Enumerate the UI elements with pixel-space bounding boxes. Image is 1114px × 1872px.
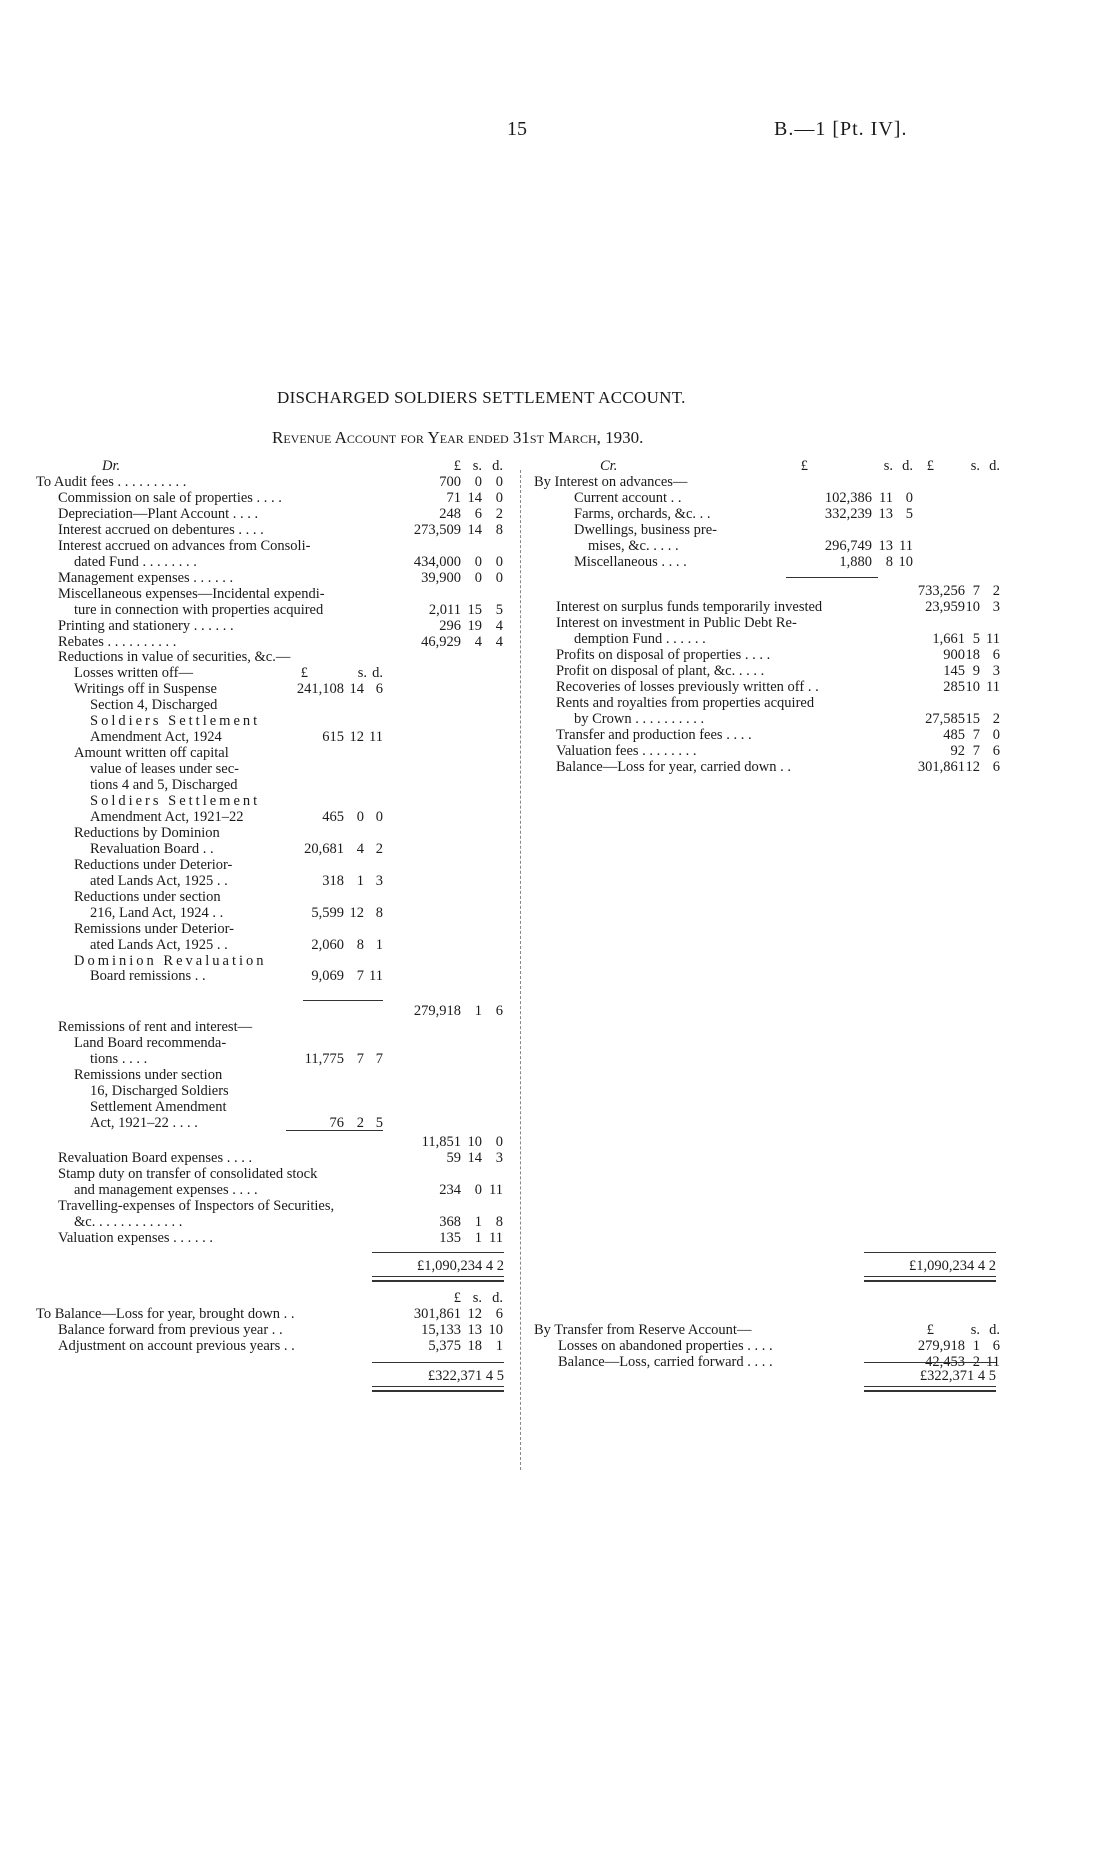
cr-interest-line: Farms, orchards, &c. . . <box>574 505 711 522</box>
cr-bottom-title: By Transfer from Reserve Account— <box>534 1322 752 1338</box>
dr-loss-line: Section 4, Discharged <box>90 697 218 714</box>
dr-loss-line: Reductions by Dominion <box>74 824 220 841</box>
dr-bottom-line: Adjustment on account previous years . . <box>58 1337 295 1354</box>
dr-line-shillings: 0 <box>474 553 482 570</box>
dr-line-pence: 0 <box>495 474 503 490</box>
cr-line: demption Fund . . . . . . <box>574 630 706 647</box>
dr-loss-line: tions 4 and 5, Discharged <box>90 777 238 794</box>
dr-loss-line-pounds: 465 <box>322 808 344 825</box>
dr-line-pence: 0 <box>495 569 503 586</box>
cr-head-pence: d. <box>902 458 913 474</box>
dr-line-shillings: 0 <box>474 474 482 490</box>
cr-interest-line-pence: 11 <box>899 537 913 554</box>
dr-remission-line-pounds: 76 <box>329 1114 344 1131</box>
dr-loss-line: 216, Land Act, 1924 . . <box>90 904 224 921</box>
cr-line: Transfer and production fees . . . . <box>556 726 752 743</box>
dr-bottom-line-pounds: 15,133 <box>421 1321 461 1338</box>
dr-tail-line-shillings: 0 <box>474 1181 482 1198</box>
dr-line-pounds: 273,509 <box>413 521 461 538</box>
dr-loss-line: Board remissions . . <box>90 968 206 985</box>
dr-loss-line-shillings: 4 <box>356 840 364 857</box>
account-title: DISCHARGED SOLDIERS SETTLEMENT ACCOUNT. <box>277 388 686 407</box>
dr-loss-line-pounds: 318 <box>322 872 344 889</box>
dr-bottom-line-shillings: 18 <box>467 1337 482 1354</box>
cr-head-shillings: s. <box>883 458 893 474</box>
cr-interest-line-shillings: 11 <box>879 489 893 506</box>
dr-loss-line: Reductions under Deterior- <box>74 856 233 873</box>
cr-interest-total-pence: 2 <box>992 583 1000 599</box>
dr-tail-line: Valuation expenses . . . . . . <box>58 1229 214 1246</box>
dr-loss-line: Dominion Revaluation <box>74 952 267 969</box>
dr-remission-line: Land Board recommenda- <box>74 1034 227 1051</box>
dr-losses-total-pounds: 279,918 <box>413 1003 461 1019</box>
dr-bottom-line: To Balance—Loss for year, brought down . . <box>36 1306 295 1322</box>
dr-line-pounds: 700 <box>439 474 461 490</box>
dr-remission-line: Settlement Amendment <box>90 1098 227 1115</box>
dr-line-pounds: 296 <box>439 617 461 634</box>
dr-loss-line-shillings: 12 <box>349 904 364 921</box>
dr-loss-line-shillings: 8 <box>356 936 364 953</box>
cr-line-pounds: 1,661 <box>932 630 965 647</box>
dr-total-rule-bottom <box>372 1276 504 1282</box>
dr-line-pence: 8 <box>495 521 503 538</box>
cr-line-pounds: 145 <box>943 662 965 679</box>
dr-line-shillings: 14 <box>467 521 482 538</box>
dr-line-pence: 0 <box>495 489 503 506</box>
dr-tail-line-pence: 11 <box>489 1181 503 1198</box>
cr-line-pounds: 92 <box>950 742 965 759</box>
account-subtitle: Revenue Account for Year ended 31st March, 1930. <box>272 428 644 447</box>
dr-remission-line-shillings: 2 <box>356 1114 364 1131</box>
cr-line-shillings: 15 <box>965 710 980 727</box>
cr-line-pence: 6 <box>992 758 1000 775</box>
dr-bottom-line-shillings: 13 <box>467 1321 482 1338</box>
dr-line-pounds: 71 <box>446 489 461 506</box>
dr-losses-total-shillings: 1 <box>474 1003 482 1019</box>
dr-loss-line: Soldiers Settlement <box>90 793 261 809</box>
dr-bottom-line: Balance forward from previous year . . <box>58 1321 283 1338</box>
cr-interest-line: mises, &c. . . . . <box>588 537 679 554</box>
cr-label: Cr. <box>600 458 618 474</box>
dr-line-pence: 0 <box>495 553 503 570</box>
dr-remission-line-pounds: 11,775 <box>304 1050 344 1067</box>
dr-bottom-line-pounds: 5,375 <box>428 1337 461 1354</box>
dr-loss-line-pence: 0 <box>375 808 383 825</box>
dr-bottom-total: £322,371 4 5 <box>427 1368 504 1384</box>
dr-head-shillings: s. <box>472 458 482 474</box>
cr-line: Valuation fees . . . . . . . . <box>556 742 697 759</box>
dr-bottom-head-pence: d. <box>492 1290 503 1306</box>
dr-remission-line: tions . . . . <box>90 1050 148 1067</box>
cr-line-pounds: 485 <box>943 726 965 743</box>
dr-tail-line-pounds: 135 <box>439 1229 461 1246</box>
cr-interest-line-pounds: 332,239 <box>824 505 872 522</box>
cr-line-shillings: 12 <box>965 758 980 775</box>
cr-bottom-line-pence: 6 <box>992 1338 1000 1354</box>
dr-line-pence: 4 <box>495 617 503 634</box>
cr-line-pounds: 900 <box>943 646 965 663</box>
cr-bottom-rule-top <box>864 1362 996 1363</box>
cr-line-shillings: 10 <box>965 678 980 695</box>
dr-remission-line: Remissions under section <box>74 1066 223 1083</box>
cr-line-pounds: 27,585 <box>925 710 965 727</box>
dr-line: Rebates . . . . . . . . . . <box>58 633 177 650</box>
dr-loss-line-pence: 11 <box>369 968 383 985</box>
dr-line-pounds: 46,929 <box>421 633 461 650</box>
cr-line: Balance—Loss for year, carried down . . <box>556 758 791 775</box>
dr-loss-line: Amount written off capital <box>74 745 229 762</box>
dr-loss-line-pounds: 2,060 <box>311 936 344 953</box>
dr-line-pence: 4 <box>495 633 503 650</box>
dr-losses-total-pence: 6 <box>495 1003 503 1019</box>
dr-sub-head-pounds: £ <box>300 665 308 682</box>
cr-bottom-line-pounds: 279,918 <box>917 1338 965 1354</box>
cr-line-pounds: 285 <box>943 678 965 695</box>
dr-loss-line: ated Lands Act, 1925 . . <box>90 936 228 953</box>
cr-line-pence: 0 <box>992 726 1000 743</box>
cr-line-shillings: 10 <box>965 599 980 615</box>
dr-line-shillings: 19 <box>467 617 482 634</box>
cr-head2-pence: d. <box>989 458 1000 474</box>
dr-remissions-total-pence: 0 <box>495 1134 503 1150</box>
cr-line-pounds: 23,959 <box>925 599 965 615</box>
dr-loss-line-pence: 2 <box>375 840 383 857</box>
dr-line: Miscellaneous expenses—Incidental expendi- <box>58 585 325 602</box>
dr-loss-line: Remissions under Deterior- <box>74 920 234 937</box>
dr-loss-line-pounds: 20,681 <box>304 840 344 857</box>
cr-interest-line-pence: 5 <box>905 505 913 522</box>
cr-line-shillings: 18 <box>965 646 980 663</box>
dr-loss-line: Reductions under section <box>74 888 221 905</box>
dr-bottom-line-pounds: 301,861 <box>413 1306 461 1322</box>
cr-bottom-line: Balance—Loss, carried forward . . . . <box>558 1353 773 1370</box>
dr-line-shillings: 14 <box>467 489 482 506</box>
page-number: 15 <box>507 118 527 140</box>
cr-head2-pounds: £ <box>926 458 934 474</box>
dr-tail-line: and management expenses . . . . <box>74 1181 258 1198</box>
dr-tail-line: Stamp duty on transfer of consolidated stock <box>58 1165 318 1182</box>
dr-sub-head-shillings: s. <box>357 665 367 682</box>
dr-line-pounds: 248 <box>439 505 461 522</box>
dr-remission-line-shillings: 7 <box>356 1050 364 1067</box>
cr-interest-line-shillings: 13 <box>878 537 893 554</box>
dr-tail-line: &c. . . . . . . . . . . . . <box>74 1213 183 1230</box>
dr-tail-line-shillings: 14 <box>467 1150 482 1166</box>
cr-line-pence: 3 <box>992 662 1000 679</box>
cr-line-shillings: 7 <box>972 726 980 743</box>
dr-loss-line-shillings: 14 <box>349 681 364 698</box>
dr-tail-line-shillings: 1 <box>474 1229 482 1246</box>
dr-bottom-line-pence: 6 <box>495 1306 503 1322</box>
cr-interest-line-shillings: 8 <box>885 553 893 570</box>
dr-tail-line-shillings: 1 <box>474 1213 482 1230</box>
dr-tail-line-pence: 8 <box>495 1213 503 1230</box>
dr-loss-line-pounds: 9,069 <box>311 968 344 985</box>
dr-line: Reductions in value of securities, &c.— <box>58 649 291 666</box>
dr-bottom-head-pounds: £ <box>453 1290 461 1306</box>
cr-bottom-head-pence: d. <box>989 1322 1000 1338</box>
dr-line: To Audit fees . . . . . . . . . . <box>36 474 187 490</box>
cr-line-shillings: 5 <box>972 630 980 647</box>
dr-tail-line-pence: 11 <box>489 1229 503 1246</box>
dr-loss-line-pounds: 615 <box>322 729 344 746</box>
dr-loss-line-shillings: 1 <box>356 872 364 889</box>
dr-remissions-total-shillings: 10 <box>467 1134 482 1150</box>
dr-tail-line: Travelling-expenses of Inspectors of Securities, <box>58 1197 335 1214</box>
dr-line-shillings: 6 <box>474 505 482 522</box>
column-divider <box>520 470 521 1470</box>
dr-tail-line-pounds: 368 <box>439 1213 461 1230</box>
cr-bottom-line-shillings: 2 <box>972 1353 980 1370</box>
dr-line: Interest accrued on debentures . . . . <box>58 521 264 538</box>
cr-bottom-line-pence: 11 <box>986 1353 1000 1370</box>
dr-line: Interest accrued on advances from Consoli- <box>58 537 311 554</box>
dr-loss-line-shillings: 12 <box>349 729 364 746</box>
dr-loss-line-pounds: 241,108 <box>296 681 344 698</box>
dr-bottom-rule-top <box>372 1362 504 1363</box>
dr-total-rule-top <box>372 1252 504 1253</box>
cr-line: Profit on disposal of plant, &c. . . . . <box>556 662 765 679</box>
cr-bottom-rule-bottom <box>864 1386 996 1392</box>
cr-interest-line: Miscellaneous . . . . <box>574 553 687 570</box>
cr-line-shillings: 7 <box>972 742 980 759</box>
dr-loss-line-pounds: 5,599 <box>311 904 344 921</box>
dr-loss-line-pence: 11 <box>369 729 383 746</box>
cr-line: Rents and royalties from properties acquired <box>556 694 815 711</box>
dr-remission-line: 16, Discharged Soldiers <box>90 1082 229 1099</box>
cr-interest-line-pounds: 1,880 <box>839 553 872 570</box>
dr-bottom-line-pence: 1 <box>495 1337 503 1354</box>
dr-line-pence: 5 <box>495 601 503 618</box>
cr-line: by Crown . . . . . . . . . . <box>574 710 705 727</box>
cr-line: Interest on investment in Public Debt Re- <box>556 614 797 631</box>
dr-loss-line-pence: 1 <box>375 936 383 953</box>
cr-grand-total: £1,090,234 4 2 <box>909 1258 996 1274</box>
cr-line-pence: 11 <box>986 630 1000 647</box>
dr-line: ture in connection with properties acquired <box>74 601 324 618</box>
dr-line: Printing and stationery . . . . . . <box>58 617 234 634</box>
dr-head-pence: d. <box>492 458 503 474</box>
cr-total-rule-top <box>864 1252 996 1253</box>
cr-bottom-line: Losses on abandoned properties . . . . <box>558 1338 773 1354</box>
dr-label: Dr. <box>102 458 121 474</box>
dr-tail-line-pence: 3 <box>495 1150 503 1166</box>
dr-line-shillings: 4 <box>474 633 482 650</box>
dr-loss-line: Soldiers Settlement <box>90 713 261 730</box>
losses-subtotal-rule <box>303 1000 383 1001</box>
cr-interest-line-shillings: 13 <box>878 505 893 522</box>
interest-subtotal-rule <box>786 577 878 578</box>
dr-loss-line-pence: 8 <box>375 904 383 921</box>
cr-bottom-total: £322,371 4 5 <box>919 1368 996 1384</box>
dr-loss-line: Amendment Act, 1921–22 <box>90 808 244 825</box>
dr-bottom-line-pence: 10 <box>488 1321 503 1338</box>
dr-sub-head-pence: d. <box>372 665 383 682</box>
cr-interest-line-pence: 0 <box>905 489 913 506</box>
cr-head2-shillings: s. <box>970 458 980 474</box>
cr-interest-line-pounds: 296,749 <box>824 537 872 554</box>
cr-line-pence: 2 <box>992 710 1000 727</box>
cr-interest-head: By Interest on advances— <box>534 474 688 490</box>
dr-loss-line-pence: 6 <box>375 681 383 698</box>
dr-line-pounds: 2,011 <box>428 601 461 618</box>
dr-loss-line-shillings: 0 <box>356 808 364 825</box>
cr-line-pence: 3 <box>992 599 1000 615</box>
cr-total-rule-bottom <box>864 1276 996 1282</box>
dr-line-pence: 2 <box>495 505 503 522</box>
cr-line-pounds: 301,861 <box>917 758 965 775</box>
dr-loss-line: Writings off in Suspense <box>74 681 217 698</box>
cr-line-shillings: 9 <box>972 662 980 679</box>
dr-remission-line-pence: 7 <box>375 1050 383 1067</box>
dr-line: Depreciation—Plant Account . . . . <box>58 505 259 522</box>
cr-line-pence: 6 <box>992 646 1000 663</box>
dr-line: Management expenses . . . . . . <box>58 569 234 586</box>
cr-line: Interest on surplus funds temporarily invested <box>556 599 823 615</box>
dr-loss-line: ated Lands Act, 1925 . . <box>90 872 228 889</box>
dr-line: Losses written off— <box>74 665 193 682</box>
cr-bottom-line-pounds: 42,453 <box>925 1353 965 1370</box>
cr-interest-total-shillings: 7 <box>972 583 980 599</box>
dr-remission-line: Act, 1921–22 . . . . <box>90 1114 198 1131</box>
dr-grand-total: £1,090,234 4 2 <box>417 1258 504 1274</box>
dr-tail-line: Revaluation Board expenses . . . . <box>58 1150 253 1166</box>
dr-line-shillings: 0 <box>474 569 482 586</box>
cr-bottom-line-shillings: 1 <box>972 1338 980 1354</box>
dr-remissions-total-pounds: 11,851 <box>421 1134 461 1150</box>
dr-loss-line-pence: 3 <box>375 872 383 889</box>
cr-line: Profits on disposal of properties . . . . <box>556 646 771 663</box>
cr-interest-line: Current account . . <box>574 489 682 506</box>
dr-bottom-line-shillings: 12 <box>467 1306 482 1322</box>
dr-line-pounds: 39,900 <box>421 569 461 586</box>
document-reference: B.—1 [Pt. IV]. <box>774 118 908 140</box>
dr-loss-line: value of leases under sec- <box>90 761 239 778</box>
dr-head-pounds: £ <box>453 458 461 474</box>
dr-bottom-rule-bottom <box>372 1386 504 1392</box>
dr-line: dated Fund . . . . . . . . <box>74 553 197 570</box>
dr-loss-line: Amendment Act, 1924 <box>90 729 222 746</box>
dr-tail-line-pounds: 59 <box>446 1150 461 1166</box>
cr-interest-total-pounds: 733,256 <box>917 583 965 599</box>
dr-line-shillings: 15 <box>467 601 482 618</box>
cr-interest-line: Dwellings, business pre- <box>574 521 717 538</box>
cr-bottom-head-pounds: £ <box>926 1322 934 1338</box>
dr-remission-line-pence: 5 <box>375 1114 383 1131</box>
dr-line: Commission on sale of properties . . . . <box>58 489 282 506</box>
dr-bottom-head-shillings: s. <box>472 1290 482 1306</box>
cr-line: Recoveries of losses previously written off . . <box>556 678 819 695</box>
cr-interest-line-pounds: 102,386 <box>824 489 872 506</box>
cr-head-pounds: £ <box>800 458 808 474</box>
dr-loss-line-shillings: 7 <box>356 968 364 985</box>
dr-line-pounds: 434,000 <box>413 553 461 570</box>
cr-line-pence: 11 <box>986 678 1000 695</box>
remissions-subtotal-rule <box>286 1130 383 1131</box>
cr-bottom-head-shillings: s. <box>970 1322 980 1338</box>
dr-loss-line: Revaluation Board . . <box>90 840 214 857</box>
dr-remissions-head: Remissions of rent and interest— <box>58 1019 253 1035</box>
cr-line-pence: 6 <box>992 742 1000 759</box>
cr-interest-line-pence: 10 <box>898 553 913 570</box>
dr-tail-line-pounds: 234 <box>439 1181 461 1198</box>
